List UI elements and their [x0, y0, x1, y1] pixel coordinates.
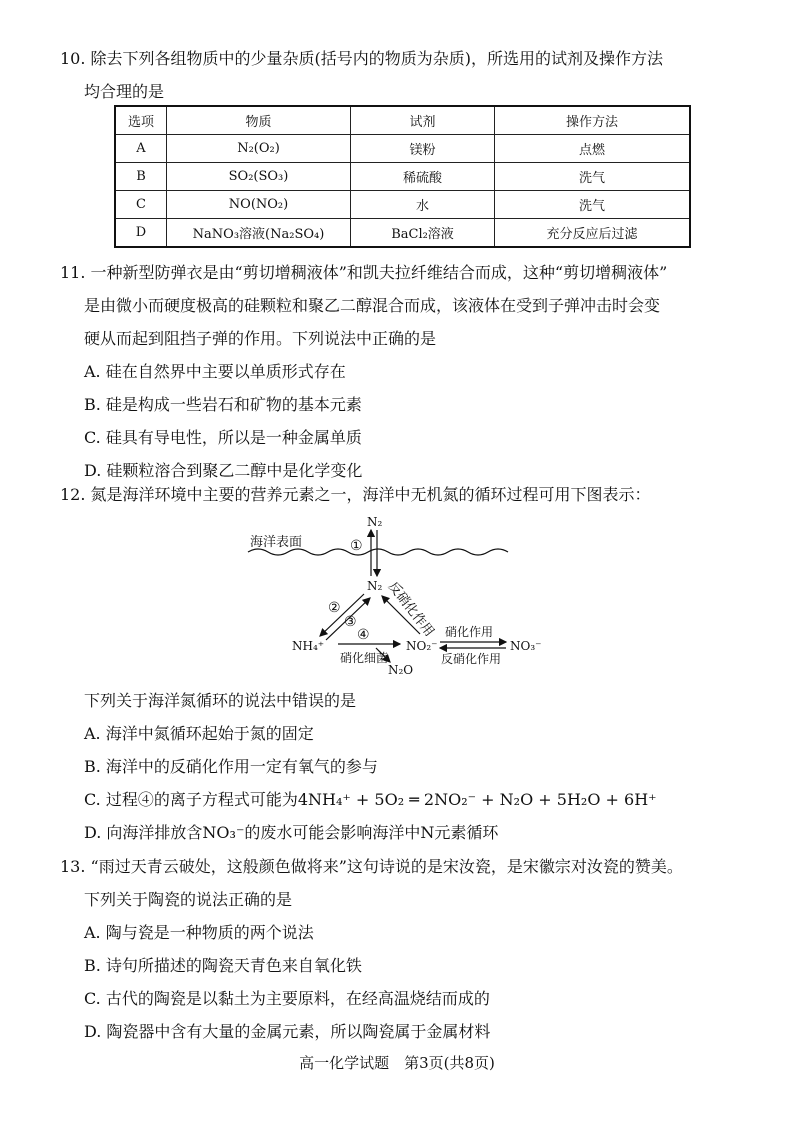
- table-cell: 洗气: [495, 191, 691, 219]
- no2-label: NO₂⁻: [406, 639, 438, 653]
- question-11-line2: 是由微小而硬度极高的硅颗粒和聚乙二醇混合而成，该液体在受到子弹冲击时会变: [84, 296, 661, 315]
- table-cell: 稀硫酸: [351, 163, 495, 191]
- option-d: D. 向海洋排放含NO₃⁻的废水可能会影响海洋中N元素循环: [84, 823, 499, 842]
- option-d: D. 陶瓷器中含有大量的金属元素，所以陶瓷属于金属材料: [84, 1022, 491, 1041]
- table-cell: C: [115, 191, 167, 219]
- table-cell: D: [115, 219, 167, 248]
- table-cell: 水: [351, 191, 495, 219]
- table-row: [115, 135, 690, 163]
- denitrification-label: 反硝化作用: [441, 652, 502, 666]
- question-11: [60, 256, 750, 487]
- table-header-row: [115, 106, 690, 135]
- n2-middle-label: N₂: [367, 579, 383, 593]
- question-11-line3: 硬从而起到阻挡子弹的作用。下列说法中正确的是: [84, 329, 437, 348]
- page-footer: 高一化学试题 第3页(共8页): [299, 1054, 495, 1072]
- question-10: [60, 42, 750, 108]
- question-10-line2: 均合理的是: [84, 82, 165, 101]
- question-10-line1: 10. 除去下列各组物质中的少量杂质(括号内的物质为杂质)，所选用的试剂及操作方法: [60, 49, 664, 68]
- option-c: C. 硅具有导电性，所以是一种金属单质: [84, 428, 362, 447]
- table-cell: B: [115, 163, 167, 191]
- nh4-label: NH₄⁺: [292, 639, 325, 653]
- nitrification-label: 硝化作用: [445, 625, 494, 639]
- question-13: [60, 850, 750, 1048]
- sea-surface-label: 海洋表面: [250, 535, 303, 550]
- table-cell: 镁粉: [351, 135, 495, 163]
- step2-label: ②: [328, 600, 341, 616]
- option-b: B. 诗句所描述的陶瓷天青色来自氧化铁: [84, 956, 362, 975]
- option-a: A. 陶与瓷是一种物质的两个说法: [84, 923, 314, 942]
- option-a: A. 硅在自然界中主要以单质形式存在: [84, 362, 346, 381]
- table-header: 选项: [115, 106, 167, 135]
- n2-top-label: N₂: [367, 515, 383, 529]
- n2o-label: N₂O: [388, 663, 414, 677]
- option-b: B. 硅是构成一些岩石和矿物的基本元素: [84, 395, 362, 414]
- option-c: C. 过程④的离子方程式可能为4NH₄⁺ + 5O₂ ═ 2NO₂⁻ + N₂O + 5H₂O + 6H⁺: [84, 790, 657, 809]
- option-d: D. 硅颗粒溶合到聚乙二醇中是化学变化: [84, 461, 363, 480]
- option-b: B. 海洋中的反硝化作用一定有氧气的参与: [84, 757, 378, 776]
- question-13-line2: 下列关于陶瓷的说法正确的是: [84, 890, 293, 909]
- table-cell: SO₂(SO₃): [167, 163, 351, 191]
- table-cell: A: [115, 135, 167, 163]
- table-header: 物质: [167, 106, 351, 135]
- table-row: [115, 163, 690, 191]
- question-13-line1: 13. “雨过天青云破处，这般颜色做将来”这句诗说的是宋汝瓷，是宋徽宗对汝瓷的赞美。: [60, 857, 683, 876]
- table-cell: NO(NO₂): [167, 191, 351, 219]
- option-c: C. 古代的陶瓷是以黏土为主要原料，在经高温烧结而成的: [84, 989, 490, 1008]
- option-a: A. 海洋中氮循环起始于氮的固定: [84, 724, 314, 743]
- table-cell: NaNO₃溶液(Na₂SO₄): [167, 219, 351, 248]
- question-12-body: [60, 684, 750, 849]
- nitrifying-bacteria-label: 硝化细菌: [340, 651, 389, 665]
- table-cell: 洗气: [495, 163, 691, 191]
- table-cell: 点燃: [495, 135, 691, 163]
- question-10-table: [114, 105, 691, 248]
- step1-label: ①: [350, 538, 363, 554]
- question-12: [60, 478, 750, 511]
- question-11-line1: 11. 一种新型防弹衣是由“剪切增稠液体”和凯夫拉纤维结合而成，这种“剪切增稠液体”: [60, 263, 668, 282]
- step4-label: ④: [357, 627, 370, 643]
- denitrification-vertical-label: 反硝化作用: [384, 579, 437, 640]
- table-header: 操作方法: [495, 106, 691, 135]
- question-12-stem: 下列关于海洋氮循环的说法中错误的是: [84, 691, 357, 710]
- nitrogen-cycle-diagram: [240, 510, 560, 685]
- no3-label: NO₃⁻: [510, 639, 542, 653]
- table-cell: BaCl₂溶液: [351, 219, 495, 248]
- table-row: [115, 219, 690, 248]
- table-cell: 充分反应后过滤: [495, 219, 691, 248]
- step3-label: ③: [344, 614, 357, 630]
- table-row: [115, 191, 690, 219]
- table-header: 试剂: [351, 106, 495, 135]
- table-cell: N₂(O₂): [167, 135, 351, 163]
- question-12-line1: 12. 氮是海洋环境中主要的营养元素之一，海洋中无机氮的循环过程可用下图表示：: [60, 485, 651, 504]
